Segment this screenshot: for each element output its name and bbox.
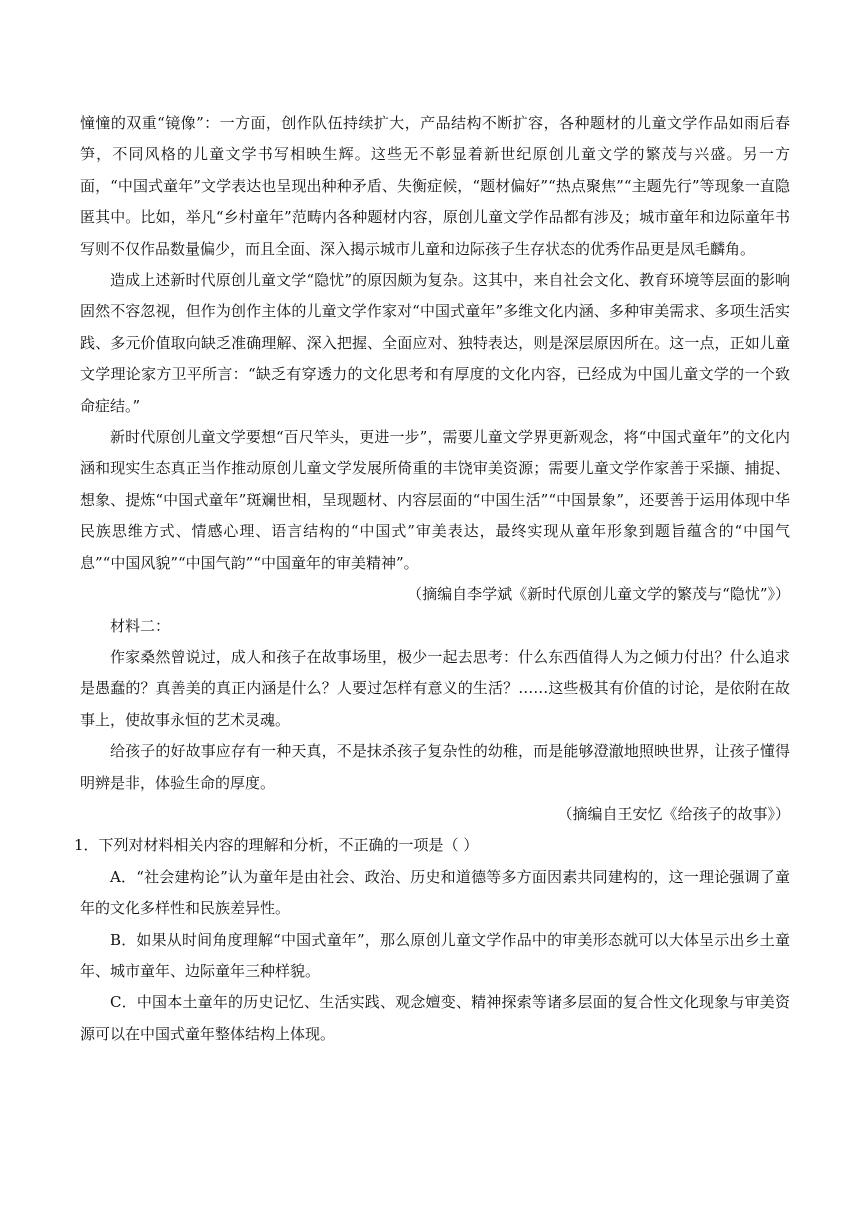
- question-stem: 1．下列对材料相关内容的理解和分析，不正确的一项是（ ）: [74, 836, 479, 855]
- source-citation-2: （摘编自王安忆《给孩子的故事》）: [557, 804, 790, 823]
- paragraph-causes: 造成上述新时代原创儿童文学“隐忧”的原因颇为复杂。这其中，来自社会文化、教育环境等层面的影响固然不容忽视，但作为创作主体的儿童文学作家对“中国式童年”多维文化内涵、多种审美需求、多项生活实践、多元价值取向缺乏准确理解、深入把握、全面应对、独特表达，则是深层原因所在。这一点，正如儿童文学理论家方卫平所言：“缺乏有穿透力的文化思考和有厚度的文化内容，已经成为中国儿童文学的一个致命症结。”: [80, 271, 790, 415]
- document-page: [74, 108, 790, 1050]
- option-a: A．“社会建构论”认为童年是由社会、政治、历史和道德等多方面因素共同建构的，这一理论强调了童年的文化多样性和民族差异性。: [80, 867, 790, 918]
- source-citation-1: （摘编自李学斌《新时代原创儿童文学的繁茂与“隐忧”》）: [407, 585, 790, 604]
- material-2-paragraph-1: 作家桑然曾说过，成人和孩子在故事场里，极少一起去思考：什么东西值得人为之倾力付出？什么追求是愚蠢的？真善美的真正内涵是什么？人要过怎样有意义的生活？……这些极其有价值的讨论，是依附在故事上，使故事永恒的艺术灵魂。: [80, 647, 790, 729]
- option-b: B．如果从时间角度理解“中国式童年”，那么原创儿童文学作品中的审美形态就可以大体呈示出乡土童年、城市童年、边际童年三种样貌。: [80, 930, 790, 980]
- material-2-label: 材料二：: [110, 616, 171, 635]
- paragraph-continued: 憧憧的双重“镜像”：一方面，创作队伍持续扩大，产品结构不断扩容，各种题材的儿童文学作品如雨后春笋，不同风格的儿童文学书写相映生辉。这些无不彰显着新世纪原创儿童文学的繁茂与兴盛。另一方面，“中国式童年”文学表达也呈现出种种矛盾、失衡症候，“题材偏好”“热点聚焦”“主题先行”等现象一直隐匿其中。比如，举凡“乡村童年”范畴内各种题材内容，原创儿童文学作品都有涉及；城市童年和边际童年书写则不仅作品数量偏少，而且全面、深入揭示城市儿童和边际孩子生存状态的优秀作品更是凤毛麟角。: [80, 114, 790, 258]
- paragraph-solutions: 新时代原创儿童文学要想“百尺竿头，更进一步”，需要儿童文学界更新观念，将“中国式童年”的文化内涵和现实生态真正当作推动原创儿童文学发展所倚重的丰饶审美资源；需要儿童文学作家善于采撷、捕捉、想象、提炼“中国式童年”斑斓世相，呈现题材、内容层面的“中国生活”“中国景象”，还要善于运用体现中华民族思维方式、情感心理、语言结构的“中国式”审美表达，最终实现从童年形象到题旨蕴含的“中国气息”“中国风貌”“中国气韵”“中国童年的审美精神”。: [80, 428, 790, 572]
- option-c: C．中国本土童年的历史记忆、生活实践、观念嬗变、精神探索等诸多层面的复合性文化现象与审美资源可以在中国式童年整体结构上体现。: [80, 993, 790, 1043]
- material-2-paragraph-2: 给孩子的好故事应存有一种天真，不是抹杀孩子复杂性的幼稚，而是能够澄澈地照映世界，让孩子懂得明辨是非，体验生命的厚度。: [80, 742, 790, 792]
